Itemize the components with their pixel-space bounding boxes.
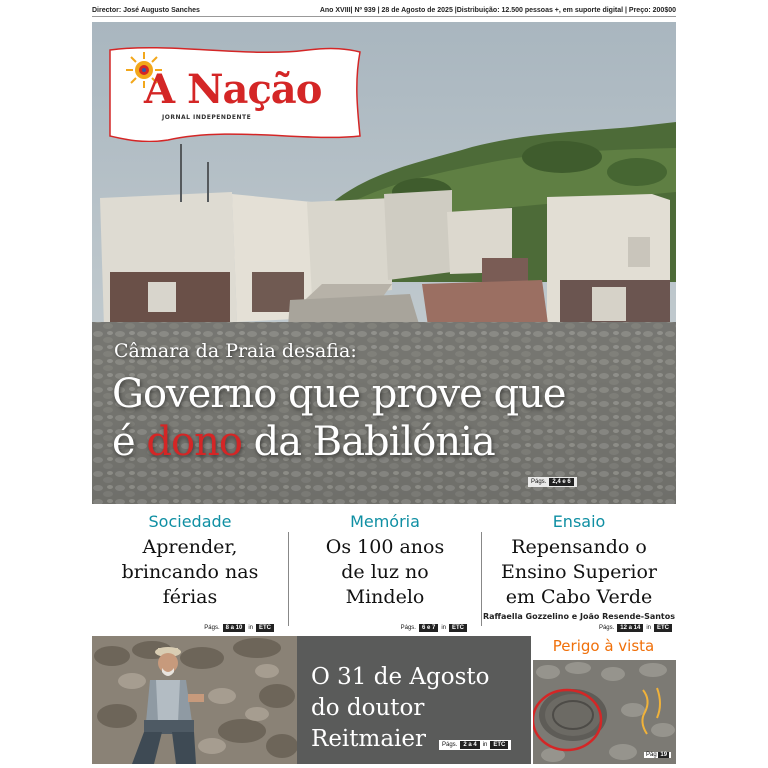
page-range: 2 a 4 bbox=[460, 741, 479, 749]
top-info-bar bbox=[92, 4, 676, 16]
lead-story[interactable] bbox=[92, 22, 676, 504]
masthead-title: A Nação bbox=[144, 66, 322, 113]
reitmaier-image bbox=[92, 636, 297, 764]
masthead-logo[interactable] bbox=[108, 44, 362, 142]
column-authors: Raffaella Gozzelino e João Resende-Santos bbox=[482, 612, 676, 621]
danger-title[interactable]: Perigo à vista bbox=[552, 637, 655, 655]
column-title: Aprender, brincando nas férias bbox=[121, 536, 259, 608]
column-sociedade[interactable] bbox=[92, 512, 288, 634]
column-category: Sociedade bbox=[148, 512, 232, 531]
page-in: in bbox=[248, 625, 253, 631]
feature-page-ref bbox=[439, 740, 511, 750]
masthead-subtitle: JORNAL INDEPENDENTE bbox=[162, 114, 252, 121]
danger-page-ref bbox=[644, 752, 671, 758]
lead-page-range: 2,4 e 6 bbox=[549, 478, 573, 486]
column-memoria[interactable] bbox=[289, 512, 481, 634]
page-in: in bbox=[441, 625, 446, 631]
lead-headline-line2 bbox=[112, 418, 672, 466]
page-section: ETC bbox=[449, 624, 467, 632]
lead-headline-pre: é bbox=[112, 419, 147, 465]
column-page-ref bbox=[401, 624, 467, 632]
page-label: Págs. bbox=[442, 742, 458, 748]
feature-reitmaier[interactable] bbox=[297, 636, 531, 764]
page-range: 12 a 14 bbox=[617, 624, 643, 632]
manhole-image bbox=[533, 660, 676, 764]
danger-photo[interactable] bbox=[533, 660, 676, 764]
lead-kicker: Câmara da Praia desafia: bbox=[114, 340, 357, 362]
lead-headline-highlight: dono bbox=[146, 419, 242, 465]
director-credit: Director: José Augusto Sanches bbox=[92, 6, 200, 14]
page-number: 19 bbox=[660, 752, 668, 758]
column-page-ref bbox=[599, 624, 672, 632]
column-ensaio[interactable] bbox=[482, 512, 676, 634]
lead-headline-post: da Babilónia bbox=[241, 419, 495, 465]
page-label: Págs. bbox=[400, 625, 416, 631]
page-in: in bbox=[646, 625, 651, 631]
reitmaier-photo[interactable] bbox=[92, 636, 297, 764]
issue-info: Ano XVIII| Nº 939 | 28 de Agosto de 2025 |Distribuição: 12.500 pessoas +, em suporte digital | Preço: 200$00 bbox=[319, 6, 676, 14]
column-page-ref bbox=[204, 624, 274, 632]
lead-headline[interactable] bbox=[112, 370, 672, 466]
page-section: ETC bbox=[256, 624, 274, 632]
lead-page-ref bbox=[528, 477, 577, 487]
lead-headline-line1: Governo que prove que bbox=[112, 371, 566, 417]
page-label: Pág bbox=[646, 752, 657, 758]
column-title: Os 100 anos de luz no Mindelo bbox=[325, 536, 445, 608]
feature-title: O 31 de Agosto do doutor Reitmaier bbox=[311, 664, 490, 752]
page-range: 8 a 10 bbox=[223, 624, 246, 632]
page-range: 6 e 7 bbox=[419, 624, 438, 632]
top-rule-divider bbox=[92, 16, 676, 17]
page-section: ETC bbox=[490, 741, 508, 749]
page-label: Págs. bbox=[204, 625, 220, 631]
lead-page-label: Págs. bbox=[531, 479, 547, 485]
column-category: Memória bbox=[350, 512, 420, 531]
page-label: Págs. bbox=[598, 625, 615, 631]
column-title: Repensando o Ensino Superior em Cabo Verde bbox=[501, 536, 657, 608]
page-in: in bbox=[482, 742, 488, 748]
column-category: Ensaio bbox=[552, 512, 606, 531]
page-section: ETC bbox=[654, 624, 672, 632]
